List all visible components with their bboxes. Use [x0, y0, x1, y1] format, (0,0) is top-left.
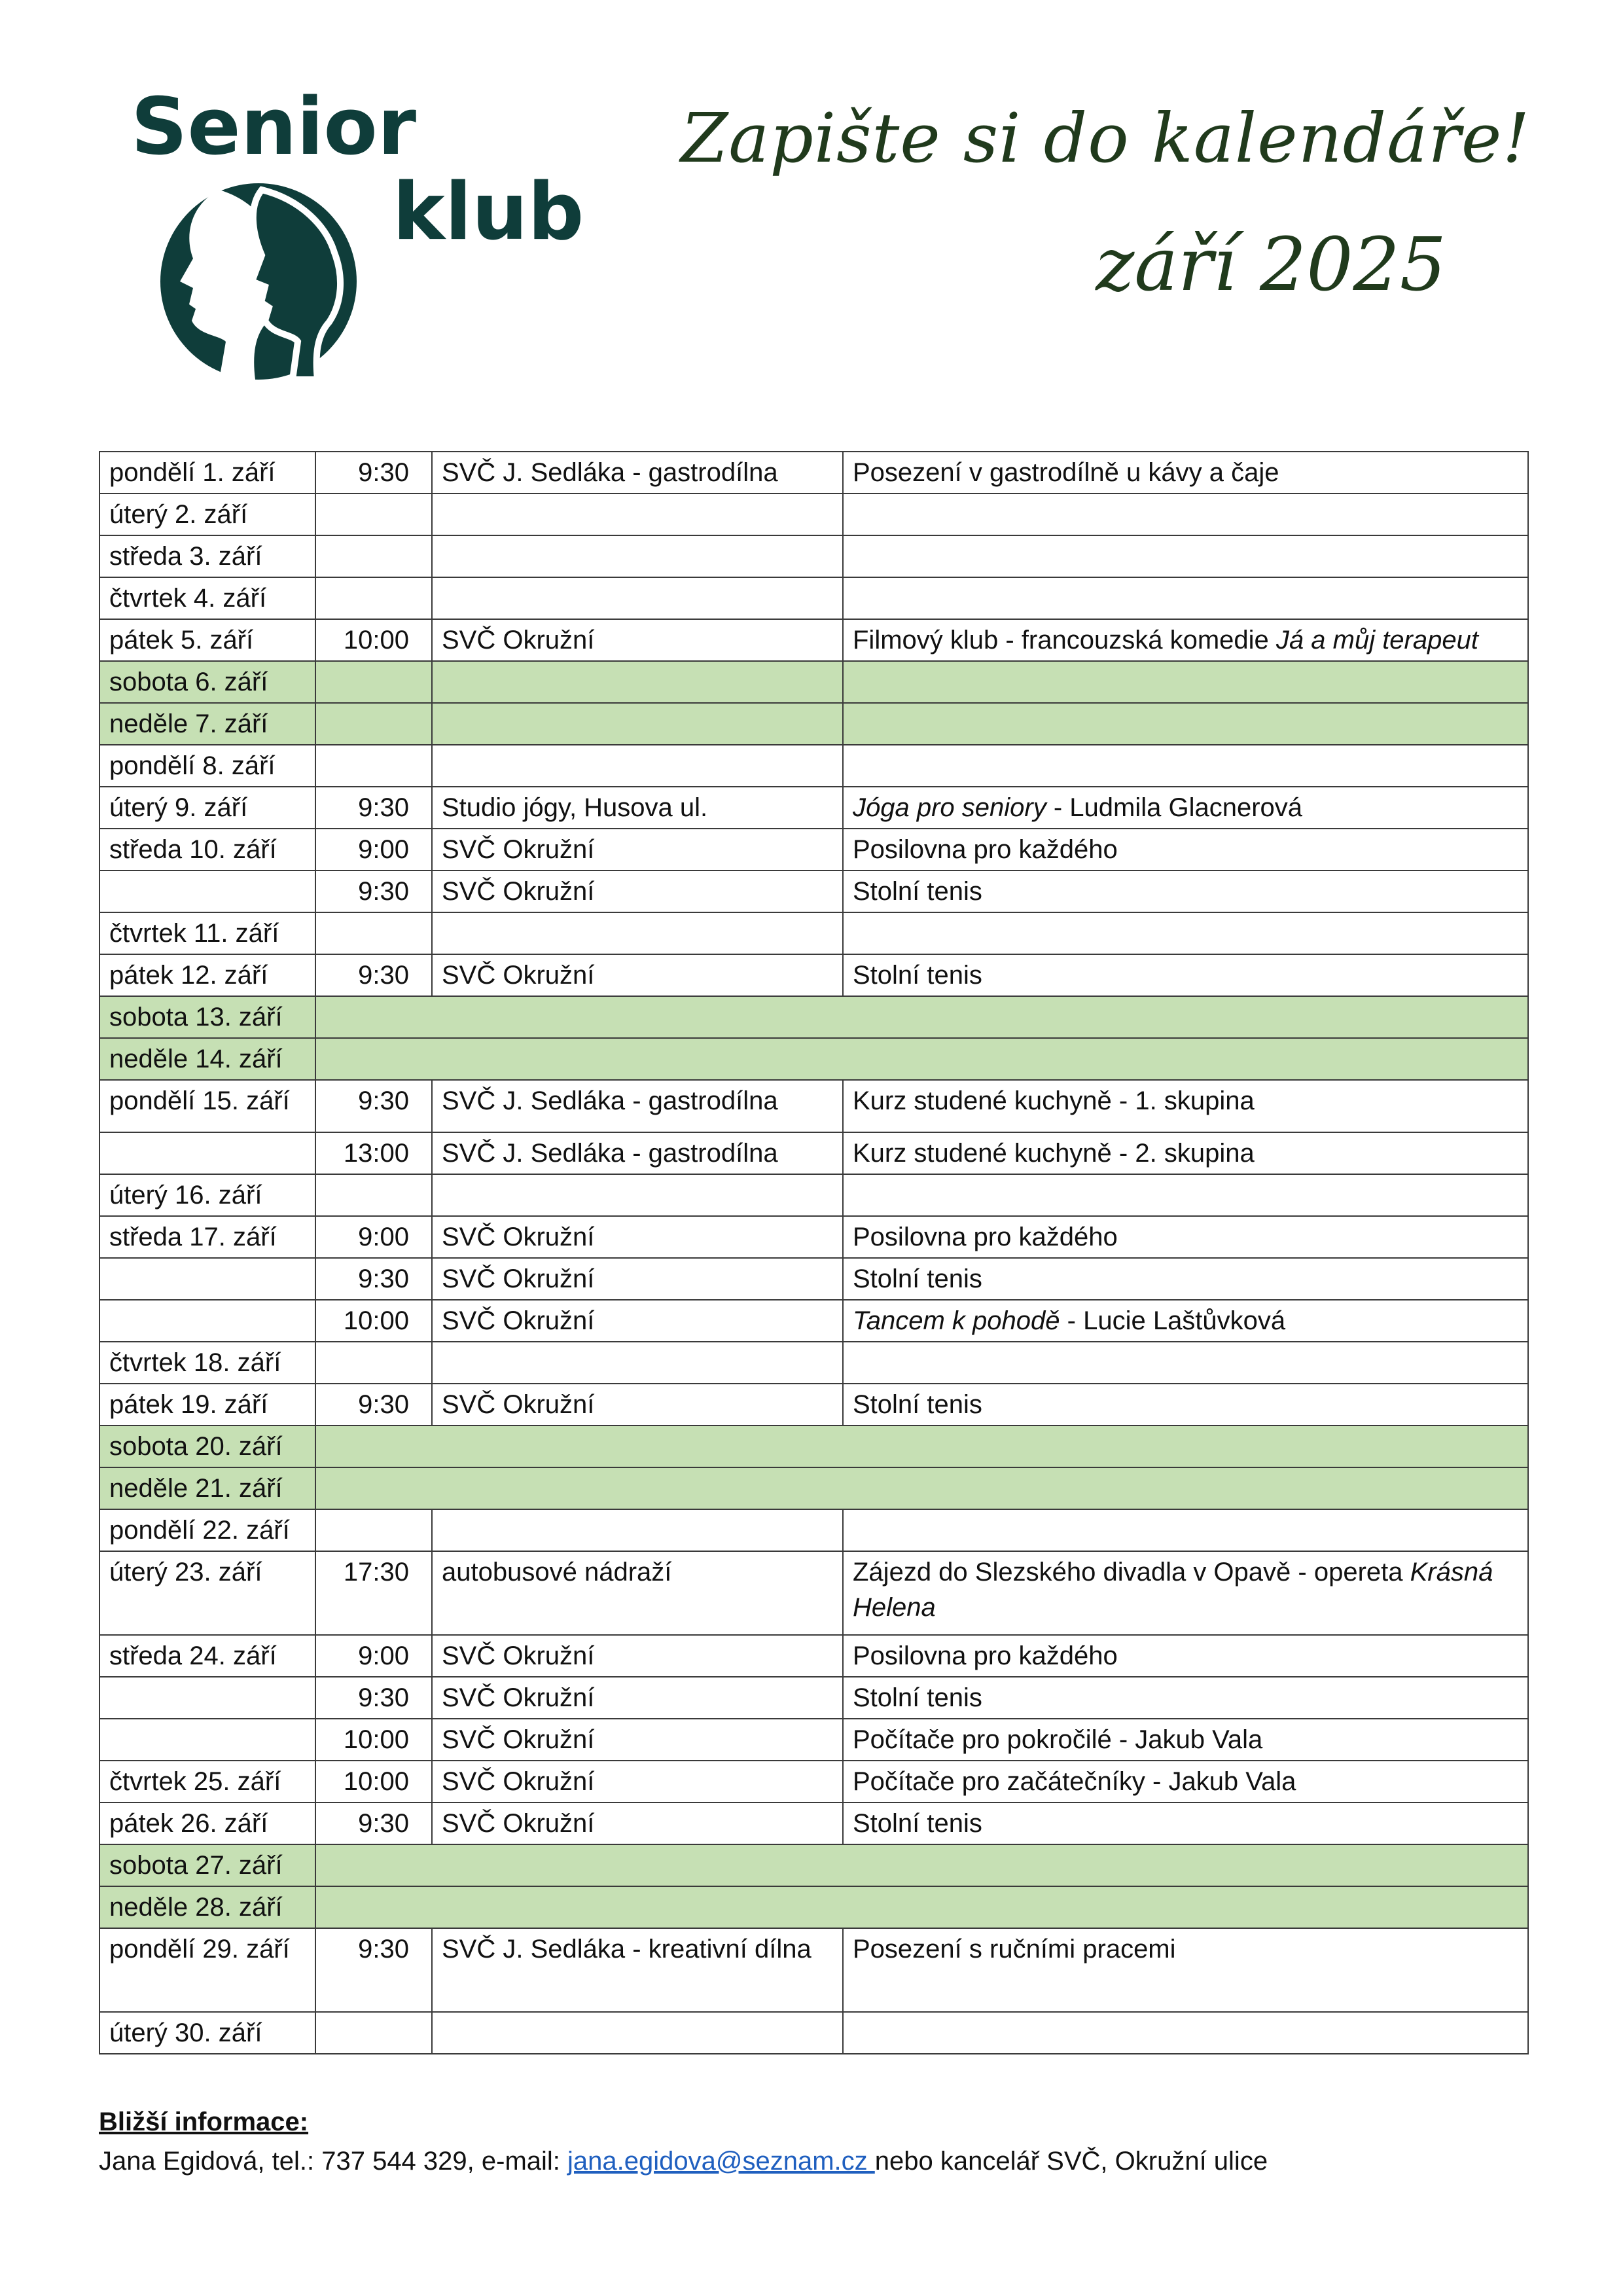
event-text: Kurz studené kuchyně - 1. skupina: [853, 1086, 1255, 1115]
day-cell: pondělí 29. září: [99, 1928, 315, 2012]
place-cell: [432, 493, 843, 535]
event-text: Stolní tenis: [853, 1809, 982, 1838]
place-cell: [432, 577, 843, 619]
day-cell: úterý 30. září: [99, 2012, 315, 2054]
event-cell: [843, 1509, 1528, 1551]
table-row: [99, 1509, 1528, 1551]
event-text: Zájezd do Slezského divadla v Opavě - opereta: [853, 1558, 1410, 1587]
event-text: Počítače pro pokročilé - Jakub Vala: [853, 1725, 1263, 1754]
day-cell: pondělí 1. září: [99, 452, 315, 493]
table-row: [99, 745, 1528, 787]
day-cell: [99, 870, 315, 912]
info-heading: Bližší informace:: [99, 2108, 309, 2136]
event-text: Stolní tenis: [853, 1390, 982, 1419]
table-row: [99, 1928, 1528, 2012]
empty-cell: [432, 661, 843, 703]
time-cell: [315, 535, 432, 577]
month-title: září 2025: [1096, 223, 1446, 308]
event-cell: [843, 1677, 1528, 1719]
event-cell: [843, 1174, 1528, 1216]
day-cell: neděle 21. září: [99, 1467, 315, 1509]
weekend-row: [99, 1844, 1528, 1886]
contact-line: [99, 2147, 1268, 2176]
table-row: [99, 2012, 1528, 2054]
time-cell: 9:30: [315, 1803, 432, 1844]
event-cell: [843, 1342, 1528, 1384]
place-cell: Studio jógy, Husova ul.: [432, 787, 843, 829]
logo-text-klub: klub: [393, 167, 584, 258]
place-cell: SVČ Okružní: [432, 829, 843, 870]
time-cell: 9:30: [315, 1080, 432, 1132]
place-cell: SVČ J. Sedláka - gastrodílna: [432, 452, 843, 493]
day-cell: sobota 13. září: [99, 996, 315, 1038]
table-row: [99, 787, 1528, 829]
email-link[interactable]: jana.egidova@seznam.cz: [567, 2147, 875, 2176]
time-cell: 9:30: [315, 870, 432, 912]
time-cell: 10:00: [315, 1761, 432, 1803]
weekend-row: [99, 996, 1528, 1038]
senior-klub-logo: [121, 92, 592, 393]
day-cell: [99, 1132, 315, 1174]
event-text: Posezení v gastrodílně u kávy a čaje: [853, 458, 1279, 487]
empty-cell: [432, 703, 843, 745]
event-cell: [843, 1384, 1528, 1426]
event-cell: [843, 912, 1528, 954]
event-cell: [843, 1080, 1528, 1132]
table-row: [99, 1258, 1528, 1300]
day-cell: čtvrtek 18. září: [99, 1342, 315, 1384]
table-row: [99, 493, 1528, 535]
place-cell: SVČ J. Sedláka - gastrodílna: [432, 1132, 843, 1174]
day-cell: pátek 12. září: [99, 954, 315, 996]
place-cell: SVČ Okružní: [432, 1384, 843, 1426]
event-cell: [843, 1132, 1528, 1174]
time-cell: 9:30: [315, 452, 432, 493]
event-text: Kurz studené kuchyně - 2. skupina: [853, 1139, 1255, 1168]
day-cell: sobota 27. září: [99, 1844, 315, 1886]
event-text: Filmový klub - francouzská komedie: [853, 626, 1276, 655]
day-cell: neděle 28. září: [99, 1886, 315, 1928]
time-cell: 13:00: [315, 1132, 432, 1174]
place-cell: SVČ Okružní: [432, 1719, 843, 1761]
event-text: Stolní tenis: [853, 961, 982, 990]
day-cell: čtvrtek 25. září: [99, 1761, 315, 1803]
day-cell: úterý 2. září: [99, 493, 315, 535]
logo-text-senior: Senior: [131, 92, 416, 173]
place-cell: [432, 2012, 843, 2054]
time-cell: 10:00: [315, 619, 432, 661]
time-cell: 9:30: [315, 1928, 432, 2012]
table-row: [99, 829, 1528, 870]
event-cell: [843, 787, 1528, 829]
event-cell: [843, 1258, 1528, 1300]
calendar-table: [99, 451, 1529, 2054]
weekend-row: [99, 1886, 1528, 1928]
day-cell: úterý 16. září: [99, 1174, 315, 1216]
table-row: [99, 1174, 1528, 1216]
time-cell: [315, 577, 432, 619]
day-cell: [99, 1719, 315, 1761]
event-cell: [843, 577, 1528, 619]
place-cell: SVČ Okružní: [432, 619, 843, 661]
day-cell: neděle 14. září: [99, 1038, 315, 1080]
event-cell: [843, 954, 1528, 996]
empty-cell: [315, 1467, 1528, 1509]
empty-cell: [843, 703, 1528, 745]
day-cell: [99, 1258, 315, 1300]
day-cell: středa 17. září: [99, 1216, 315, 1258]
time-cell: 9:30: [315, 1677, 432, 1719]
event-text: Stolní tenis: [853, 1683, 982, 1712]
place-cell: [432, 535, 843, 577]
weekend-row: [99, 1426, 1528, 1467]
table-row: [99, 1803, 1528, 1844]
time-cell: 10:00: [315, 1300, 432, 1342]
place-cell: SVČ Okružní: [432, 1258, 843, 1300]
event-cell: [843, 1928, 1528, 2012]
day-cell: pondělí 22. září: [99, 1509, 315, 1551]
place-cell: [432, 1342, 843, 1384]
day-cell: středa 24. září: [99, 1635, 315, 1677]
event-text: - Ludmila Glacnerová: [1046, 793, 1303, 822]
day-cell: čtvrtek 4. září: [99, 577, 315, 619]
place-cell: SVČ Okružní: [432, 1803, 843, 1844]
place-cell: [432, 1174, 843, 1216]
table-row: [99, 1300, 1528, 1342]
table-row: [99, 452, 1528, 493]
empty-cell: [315, 1886, 1528, 1928]
table-row: [99, 619, 1528, 661]
time-cell: 17:30: [315, 1551, 432, 1635]
time-cell: 9:00: [315, 1216, 432, 1258]
empty-cell: [315, 703, 432, 745]
table-row: [99, 1132, 1528, 1174]
event-cell: [843, 829, 1528, 870]
event-text: Stolní tenis: [853, 1265, 982, 1293]
table-row: [99, 1384, 1528, 1426]
day-cell: pátek 26. září: [99, 1803, 315, 1844]
place-cell: [432, 912, 843, 954]
event-cell: [843, 870, 1528, 912]
event-text: Posilovna pro každého: [853, 1641, 1118, 1670]
table-row: [99, 1719, 1528, 1761]
table-row: [99, 1635, 1528, 1677]
weekend-row: [99, 1038, 1528, 1080]
empty-cell: [315, 1844, 1528, 1886]
empty-cell: [843, 661, 1528, 703]
time-cell: 9:00: [315, 829, 432, 870]
weekend-row: [99, 661, 1528, 703]
time-cell: 9:00: [315, 1635, 432, 1677]
day-cell: pátek 19. září: [99, 1384, 315, 1426]
event-cell: [843, 1635, 1528, 1677]
time-cell: 9:30: [315, 1258, 432, 1300]
day-cell: pátek 5. září: [99, 619, 315, 661]
day-cell: neděle 7. září: [99, 703, 315, 745]
place-cell: SVČ Okružní: [432, 1216, 843, 1258]
event-cell: [843, 535, 1528, 577]
table-row: [99, 577, 1528, 619]
place-cell: SVČ Okružní: [432, 954, 843, 996]
event-cell: [843, 2012, 1528, 2054]
event-text: Počítače pro začátečníky - Jakub Vala: [853, 1767, 1296, 1796]
table-row: [99, 1677, 1528, 1719]
event-text: - Lucie Laštůvková: [1060, 1306, 1286, 1335]
event-cell: [843, 1216, 1528, 1258]
place-cell: SVČ J. Sedláka - gastrodílna: [432, 1080, 843, 1132]
table-row: [99, 1551, 1528, 1635]
day-cell: [99, 1300, 315, 1342]
table-row: [99, 870, 1528, 912]
event-title: Tancem k pohodě: [853, 1306, 1060, 1335]
event-cell: [843, 1719, 1528, 1761]
time-cell: [315, 2012, 432, 2054]
day-cell: sobota 20. září: [99, 1426, 315, 1467]
table-row: [99, 912, 1528, 954]
table-row: [99, 954, 1528, 996]
day-cell: pondělí 15. září: [99, 1080, 315, 1132]
event-cell: [843, 619, 1528, 661]
day-cell: úterý 9. září: [99, 787, 315, 829]
place-cell: [432, 1509, 843, 1551]
place-cell: SVČ Okružní: [432, 870, 843, 912]
place-cell: SVČ Okružní: [432, 1677, 843, 1719]
time-cell: [315, 912, 432, 954]
place-cell: SVČ Okružní: [432, 1635, 843, 1677]
empty-cell: [315, 661, 432, 703]
event-cell: [843, 745, 1528, 787]
table-row: [99, 1342, 1528, 1384]
event-text: Stolní tenis: [853, 877, 982, 906]
contact-text-after: nebo kancelář SVČ, Okružní ulice: [874, 2147, 1268, 2176]
day-cell: středa 3. září: [99, 535, 315, 577]
time-cell: 9:30: [315, 1384, 432, 1426]
event-cell: [843, 1551, 1528, 1635]
event-title: Krásná Helena: [853, 1558, 1493, 1622]
event-cell: [843, 493, 1528, 535]
time-cell: [315, 1174, 432, 1216]
empty-cell: [315, 1038, 1528, 1080]
day-cell: sobota 6. září: [99, 661, 315, 703]
event-title: Já a můj terapeut: [1275, 626, 1478, 655]
time-cell: [315, 1342, 432, 1384]
place-cell: SVČ Okružní: [432, 1300, 843, 1342]
event-cell: [843, 1761, 1528, 1803]
event-cell: [843, 1300, 1528, 1342]
day-cell: středa 10. září: [99, 829, 315, 870]
time-cell: 10:00: [315, 1719, 432, 1761]
table-row: [99, 1216, 1528, 1258]
day-cell: pondělí 8. září: [99, 745, 315, 787]
day-cell: čtvrtek 11. září: [99, 912, 315, 954]
table-row: [99, 535, 1528, 577]
time-cell: [315, 1509, 432, 1551]
place-cell: [432, 745, 843, 787]
event-title: Jóga pro seniory: [853, 793, 1046, 822]
place-cell: SVČ J. Sedláka - kreativní dílna: [432, 1928, 843, 2012]
place-cell: SVČ Okružní: [432, 1761, 843, 1803]
time-cell: 9:30: [315, 954, 432, 996]
time-cell: 9:30: [315, 787, 432, 829]
time-cell: [315, 745, 432, 787]
contact-text: Jana Egidová, tel.: 737 544 329, e-mail:: [99, 2147, 568, 2176]
event-text: Posilovna pro každého: [853, 1223, 1118, 1251]
event-cell: [843, 452, 1528, 493]
page-title: Zapište si do kalendáře!: [681, 98, 1531, 178]
place-cell: autobusové nádraží: [432, 1551, 843, 1635]
empty-cell: [315, 996, 1528, 1038]
empty-cell: [315, 1426, 1528, 1467]
weekend-row: [99, 703, 1528, 745]
event-text: Posilovna pro každého: [853, 835, 1118, 864]
weekend-row: [99, 1467, 1528, 1509]
day-cell: [99, 1677, 315, 1719]
time-cell: [315, 493, 432, 535]
event-text: Posezení s ručními pracemi: [853, 1935, 1176, 1964]
event-cell: [843, 1803, 1528, 1844]
day-cell: úterý 23. září: [99, 1551, 315, 1635]
table-row: [99, 1080, 1528, 1132]
table-row: [99, 1761, 1528, 1803]
